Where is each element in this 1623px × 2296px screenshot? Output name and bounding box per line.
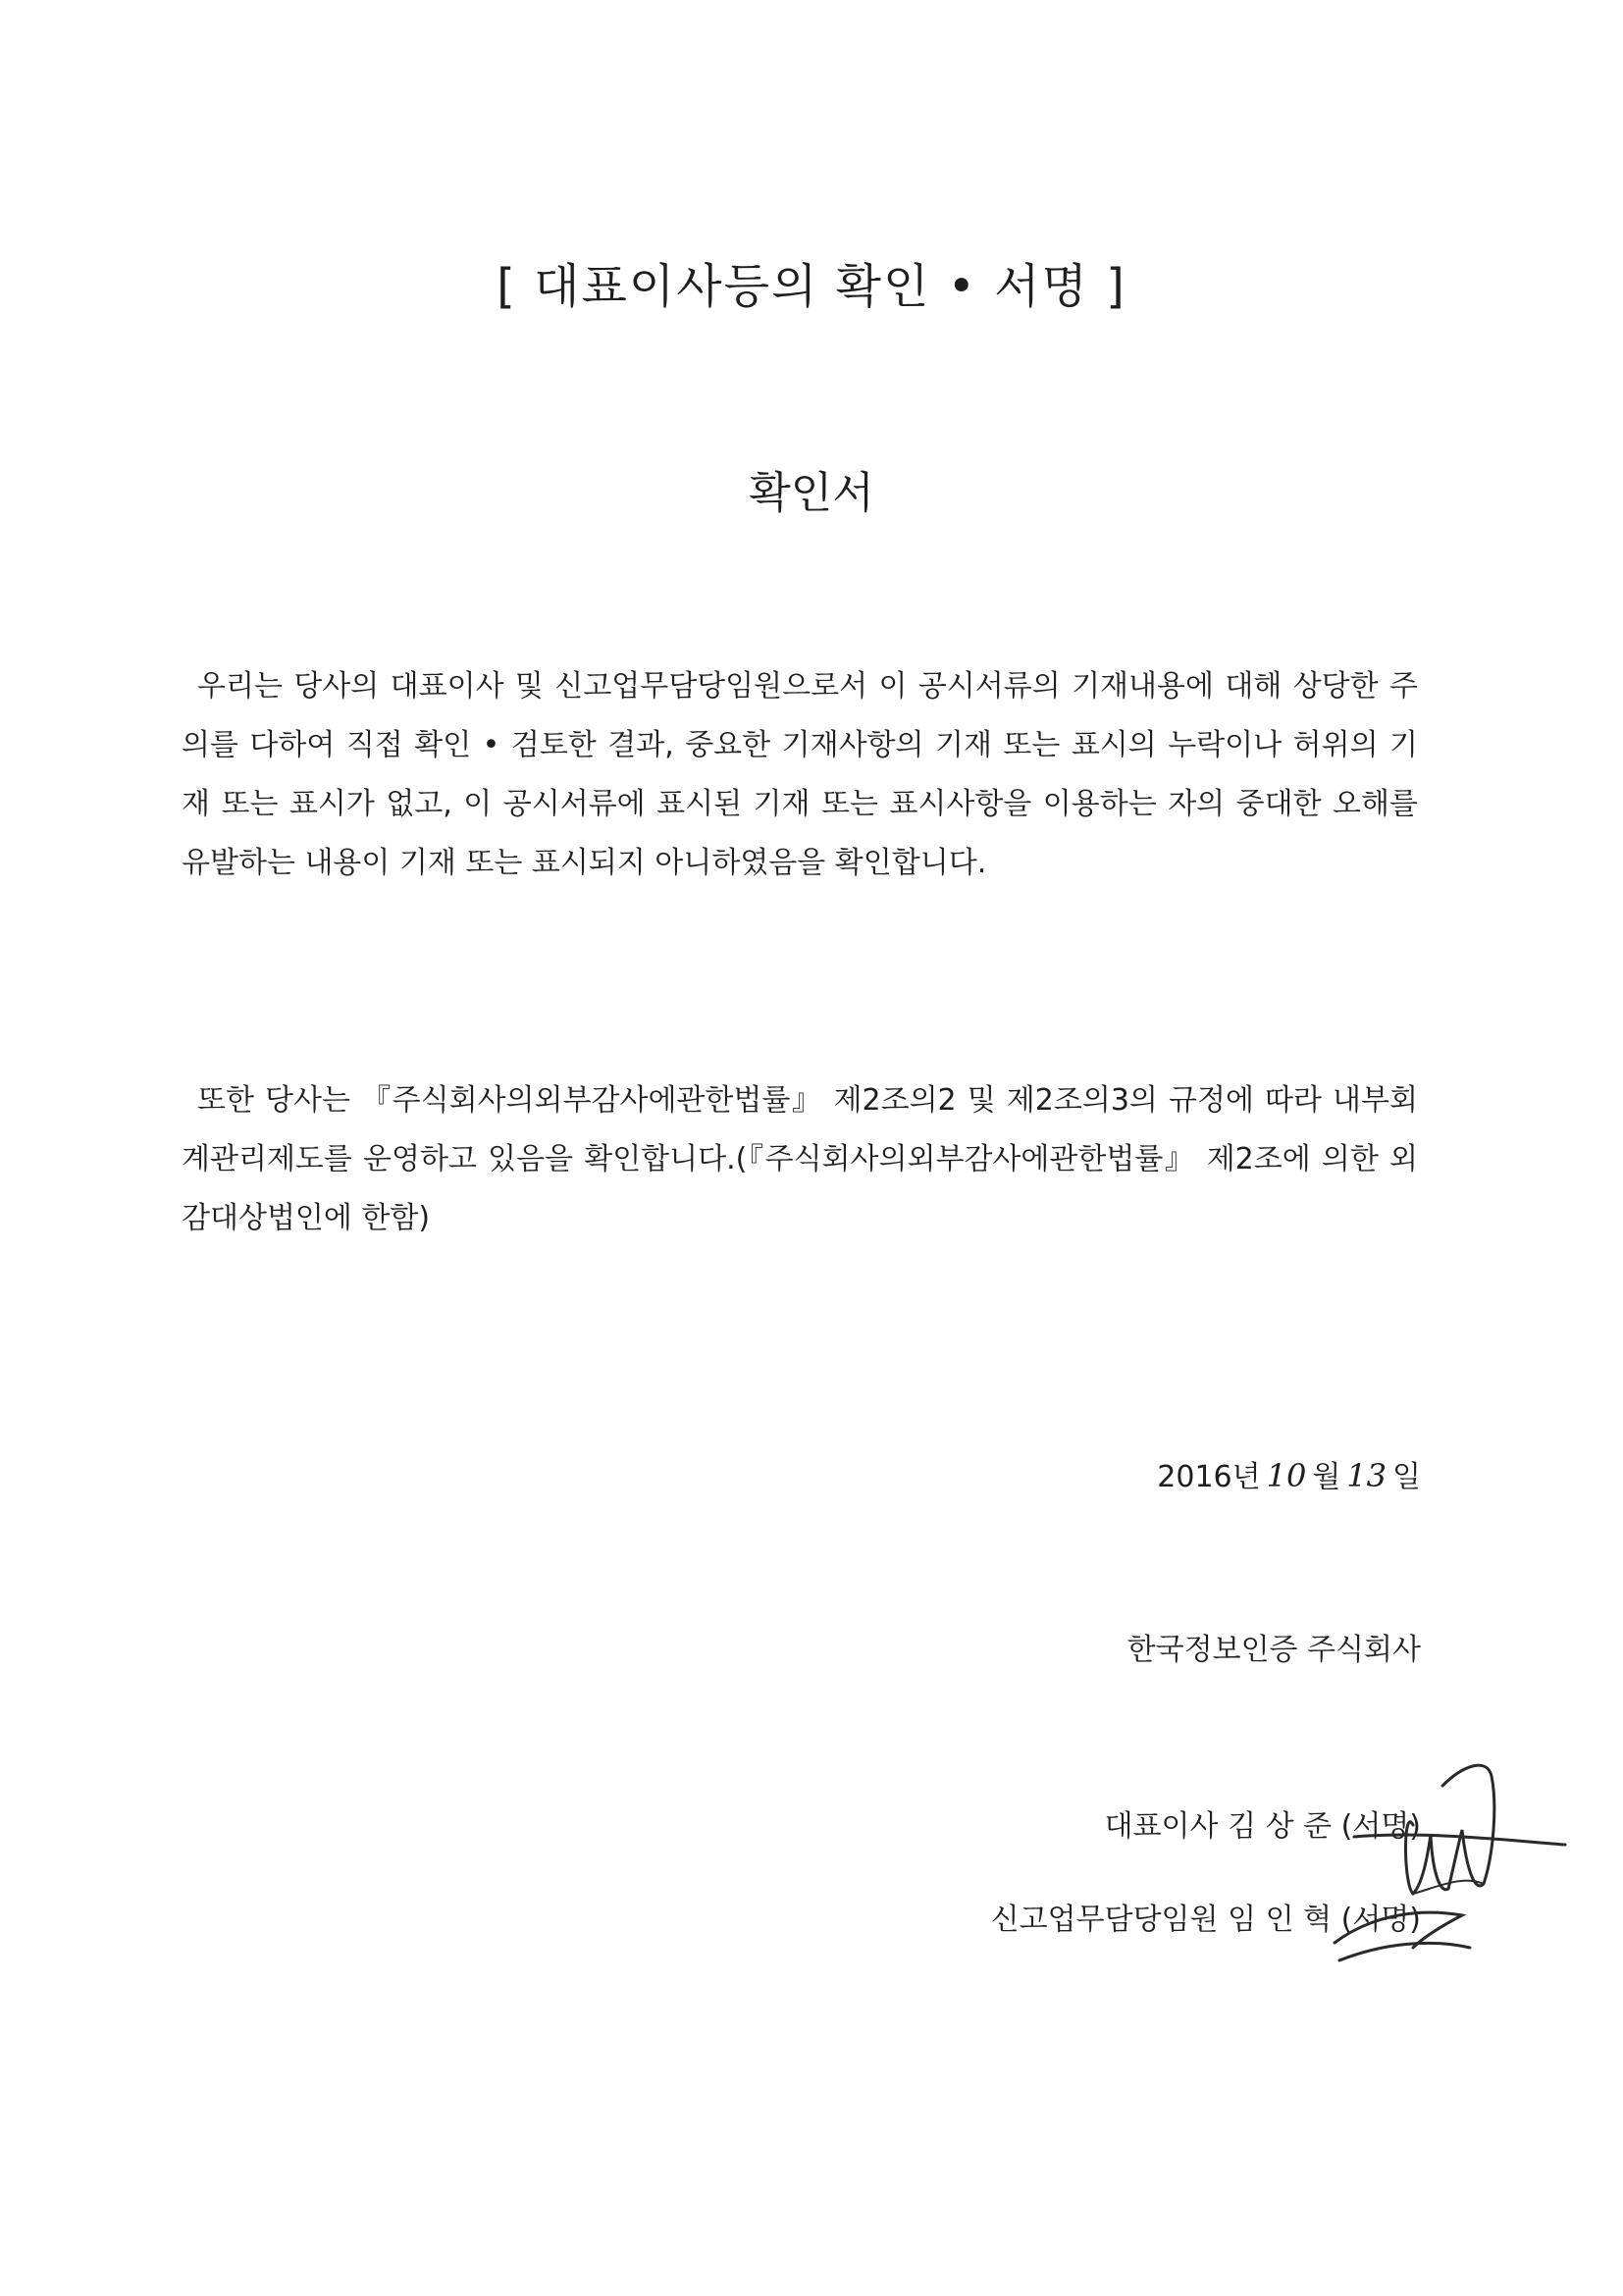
signatory-name: 김 상 준 [1228,1809,1333,1844]
signatory-role: 신고업무담당임원 [990,1903,1219,1937]
date-day: 13 [1346,1457,1387,1494]
date-year: 2016년 [1157,1460,1261,1494]
signatory-name: 임 인 혁 [1228,1903,1333,1937]
body-paragraph-1: 우리는 당사의 대표이사 및 신고업무담당임원으로서 이 공시서류의 기재내용에 대해 상당한 주의를 다하여 직접 확인 • 검토한 결과, 중요한 기재사항의 기재 또는 표시의 누락이나 허위의 기재 또는 표시가 없고, 이 공시서류에 표시된 기재 또는 표시사항을 이용하는 자의 중대한 오해를 유발하는 내용이 기재 또는 표시되지 아니하였음을 확인합니다. [182,669,1418,880]
signing-date [1157,1452,1421,1501]
handwritten-signature [1266,1747,1580,1982]
date-day-unit: 일 [1392,1460,1421,1494]
body-paragraph-2: 또한 당사는 『주식회사의외부감사에관한법률』 제2조의2 및 제2조의3의 규정에 따라 내부회계관리제도를 운영하고 있음을 확인합니다.(『주식회사의외부감사에관한법률』 제2조에 의한 외감대상법인에 한함) [182,1083,1418,1235]
date-month: 10 [1266,1457,1307,1494]
date-month-unit: 월 [1312,1460,1341,1494]
signature-mark: (서명) [1340,1903,1421,1937]
document-subtitle: 확인서 [749,468,874,518]
document-title: [ 대표이사등의 확인 • 서명 ] [497,259,1126,314]
signatory-ceo [1105,1803,1421,1851]
signature-mark: (서명) [1340,1809,1421,1844]
signatory-disclosure-officer [991,1897,1421,1944]
company-name: 한국정보인증 주식회사 [1126,1633,1421,1667]
signatory-role: 대표이사 [1104,1809,1219,1844]
